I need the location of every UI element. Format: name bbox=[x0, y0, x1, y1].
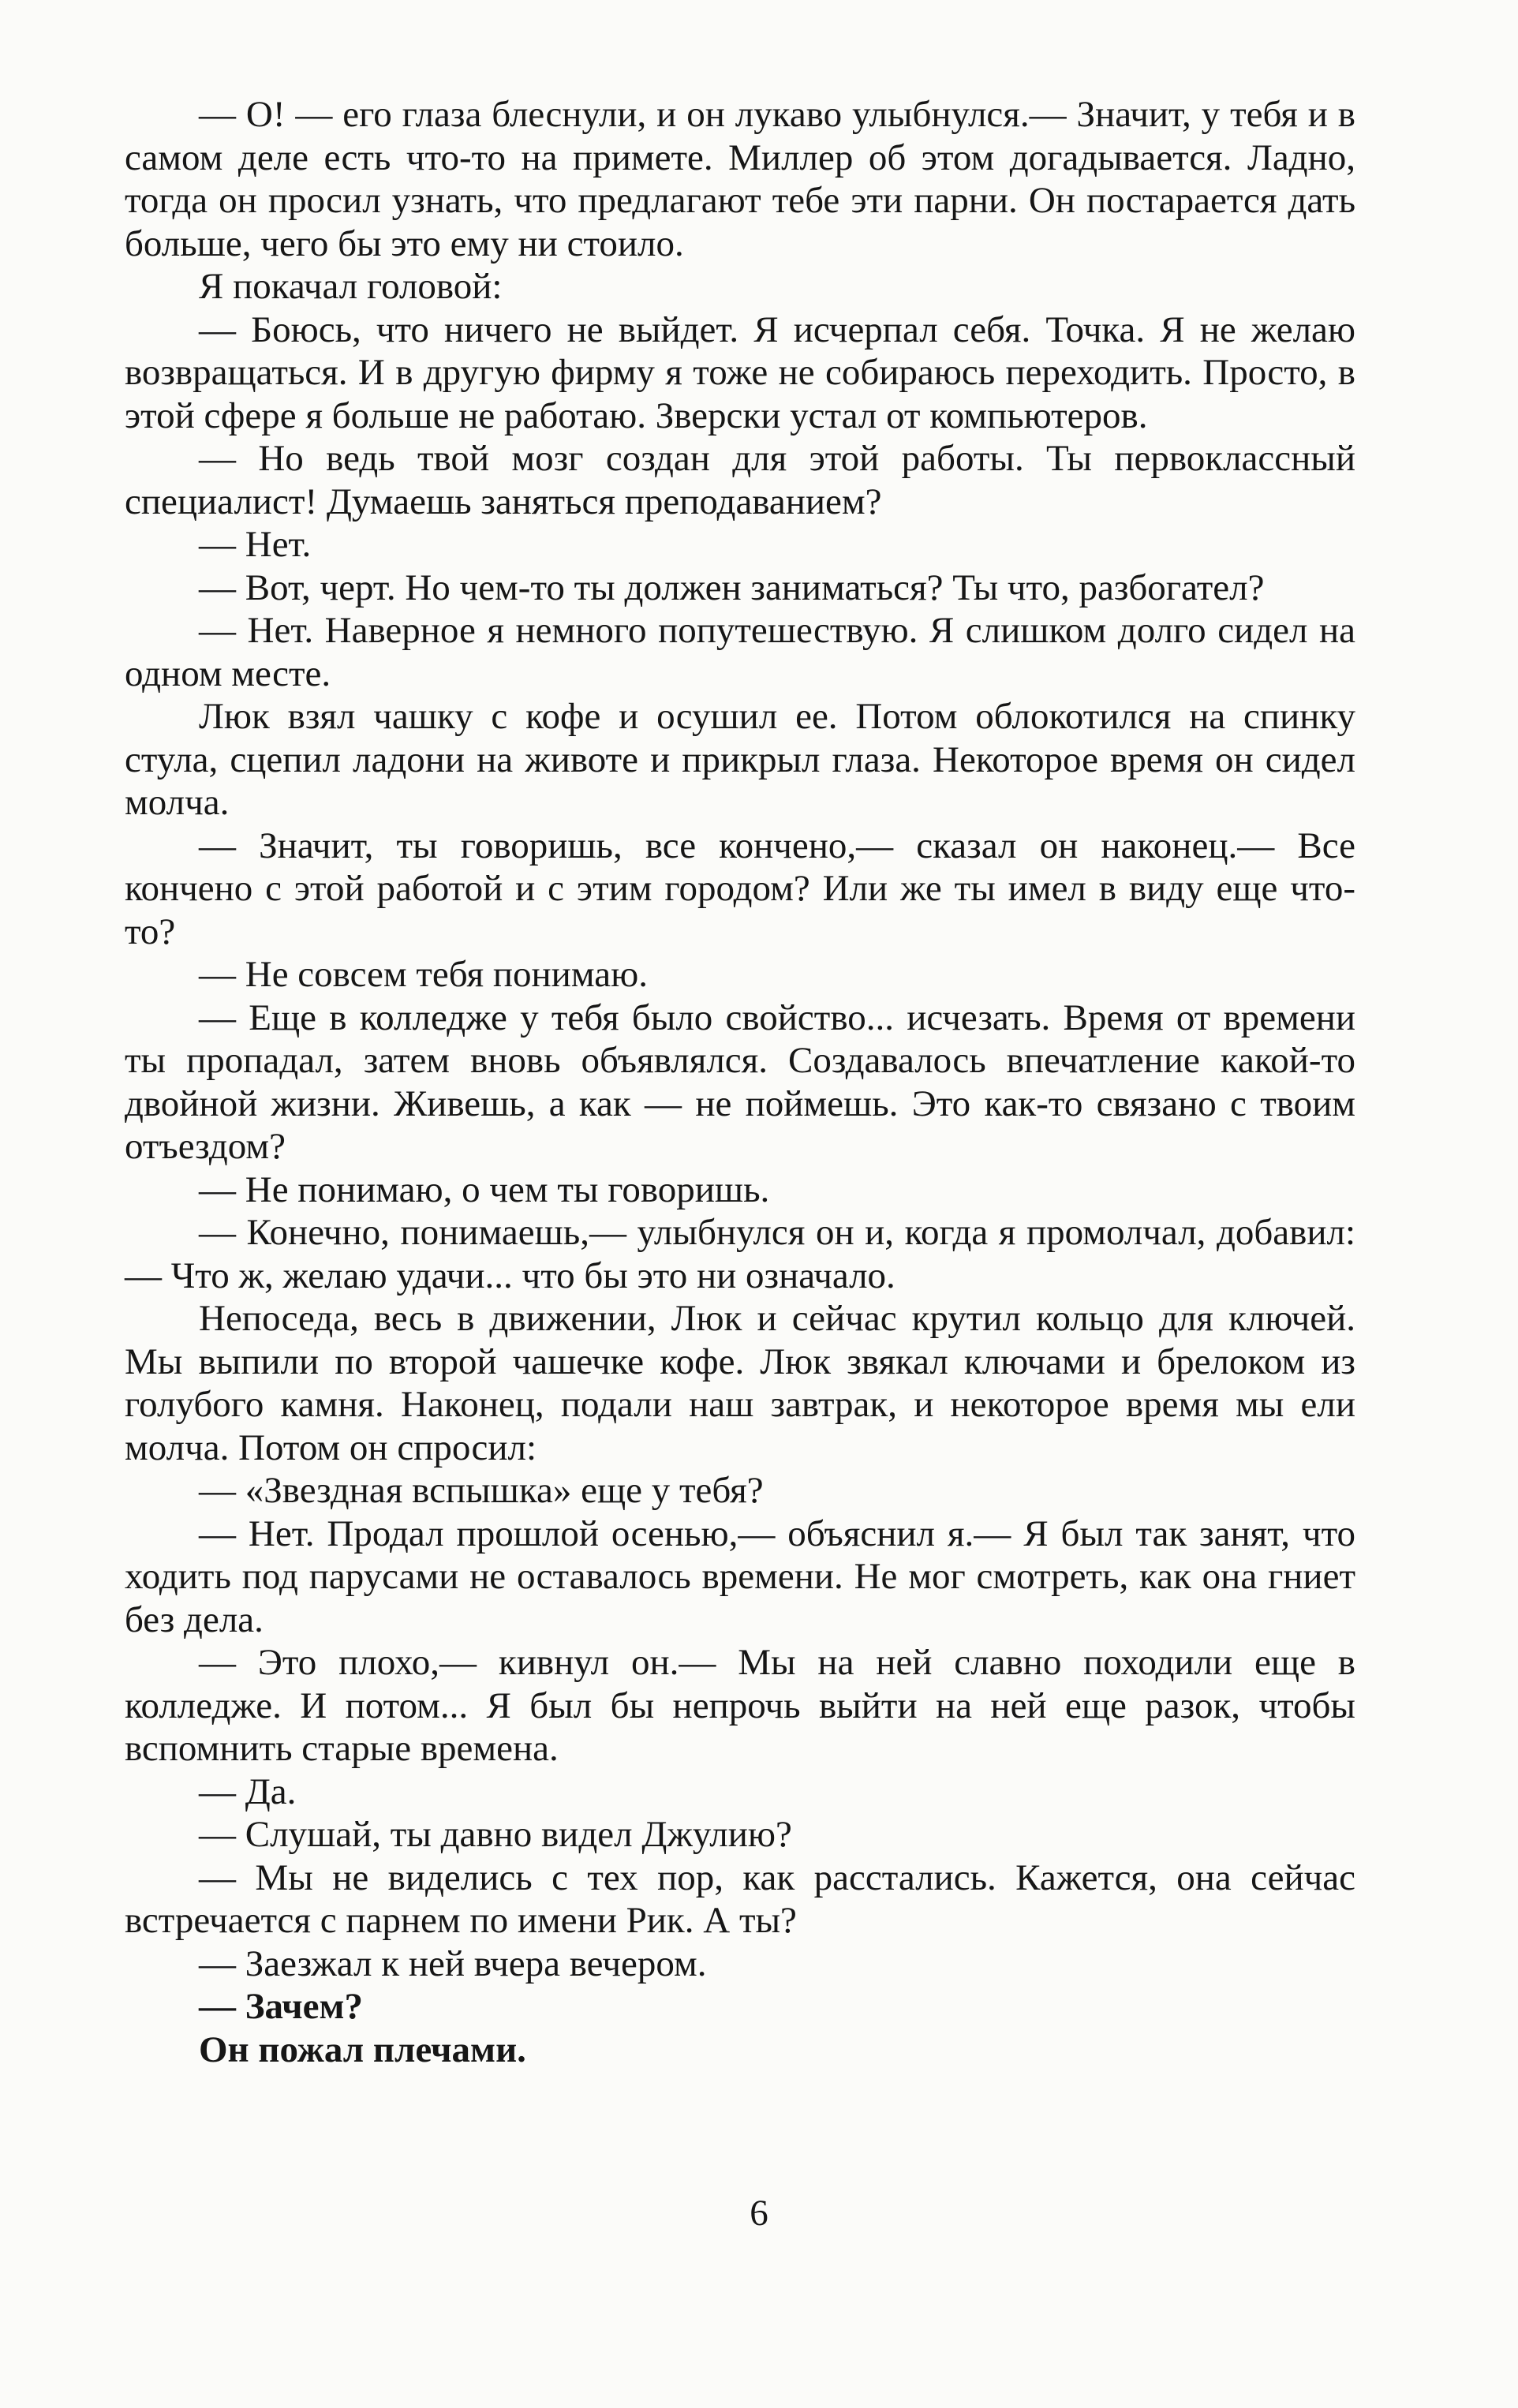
paragraph: — Да. bbox=[199, 1770, 297, 1812]
paragraph: — Мы не виделись с тех пор, как расстались. Кажется, она сейчас встречается с парнем по имени Рик. А ты? bbox=[125, 1856, 1355, 1941]
paragraph: — Вот, черт. Но чем-то ты должен заниматься? Ты что, разбогател? bbox=[199, 566, 1265, 608]
paragraph: — Нет. bbox=[199, 524, 312, 565]
paragraph: — О! — его глаза блеснули, и он лукаво улыбнулся.— Значит, у тебя и в самом деле есть что-то на примете. Миллер об этом догадывается. Ладно, тогда он просил узнать, что предлагают тебе эти парни. Он постарается дать больше, чего бы это ему ни стоило. bbox=[125, 94, 1355, 264]
paragraph: — Зачем? bbox=[199, 1986, 364, 2027]
paragraph: — Не понимаю, о чем ты говоришь. bbox=[199, 1168, 770, 1210]
paragraph: — Это плохо,— кивнул он.— Мы на ней славно походили еще в колледже. И потом... Я был бы непрочь выйти на ней еще разок, чтобы вспомнить старые времена. bbox=[125, 1642, 1355, 1769]
paragraph: — Значит, ты говоришь, все кончено,— сказал он наконец.— Все кончено с этой работой и с этим городом? Или же ты имел в виду еще что-то? bbox=[125, 824, 1355, 952]
paragraph: — Еще в колледже у тебя было свойство... исчезать. Время от времени ты пропадал, затем вновь объявлялся. Создавалось впечатление какой-то двойной жизни. Живешь, а как — не поймешь. Это как-то связано с твоим отъездом? bbox=[125, 996, 1355, 1167]
paragraph: Я покачал головой: bbox=[199, 266, 503, 307]
paragraph: — Заезжал к ней вчера вечером. bbox=[199, 1942, 707, 1984]
paragraph: — Боюсь, что ничего не выйдет. Я исчерпал себя. Точка. Я не желаю возвращаться. И в другую фирму я тоже не собираюсь переходить. Просто, в этой сфере я больше не работаю. Зверски устал от компьютеров. bbox=[125, 308, 1355, 436]
paragraph: Непоседа, весь в движении, Люк и сейчас крутил кольцо для ключей. Мы выпили по второй чашечке кофе. Люк звякал ключами и брелоком из голубого камня. Наконец, подали наш завтрак, и некоторое время мы ели молча. Потом он спросил: bbox=[125, 1298, 1355, 1468]
paragraph: — Слушай, ты давно видел Джулию? bbox=[199, 1814, 792, 1855]
paragraph: — «Звездная вспышка» еще у тебя? bbox=[199, 1470, 764, 1511]
paragraph: — Нет. Продал прошлой осенью,— объяснил я.— Я был так занят, что ходить под парусами не оставалось времени. Не мог смотреть, как она гниет без дела. bbox=[125, 1512, 1355, 1640]
paragraph: — Конечно, понимаешь,— улыбнулся он и, когда я промолчал, добавил: — Что ж, желаю удачи... что бы это ни означало. bbox=[125, 1212, 1355, 1296]
text-column bbox=[125, 93, 1355, 2071]
paragraph: — Не совсем тебя понимаю. bbox=[199, 954, 648, 995]
paragraph: Он пожал плечами. bbox=[199, 2028, 526, 2070]
page-number: 6 bbox=[750, 2193, 768, 2234]
paragraph: — Нет. Наверное я немного попутешествую. Я слишком долго сидел на одном месте. bbox=[125, 610, 1355, 694]
paragraph: — Но ведь твой мозг создан для этой работы. Ты первоклассный специалист! Думаешь заняться преподаванием? bbox=[125, 438, 1355, 522]
paragraph: Люк взял чашку с кофе и осушил ее. Потом облокотился на спинку стула, сцепил ладони на животе и прикрыл глаза. Некоторое время он сидел молча. bbox=[125, 696, 1355, 823]
